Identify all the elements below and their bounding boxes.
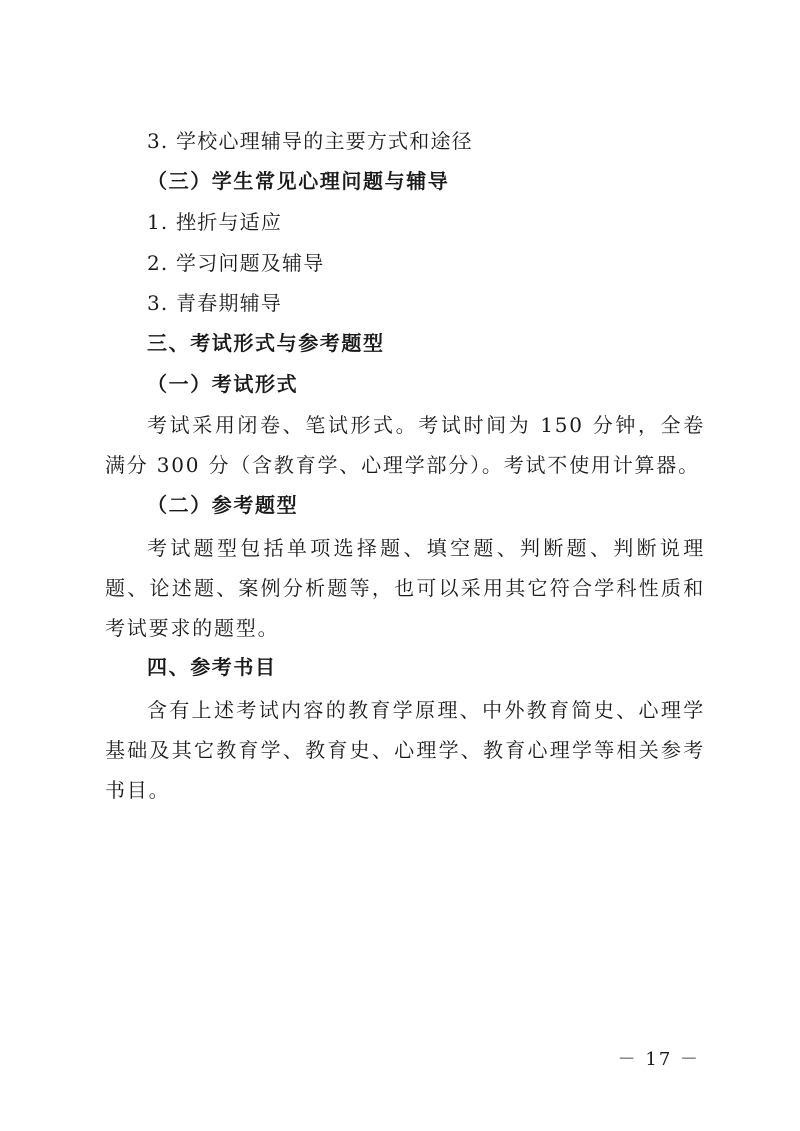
subsection-heading-question-types: （二）参考题型: [147, 493, 299, 517]
references-paragraph: 含有上述考试内容的教育学原理、中外教育简史、心理学基础及其它教育学、教育史、心理学、教育心理学等相关参考书目。: [105, 698, 705, 802]
list-item-frustration: 1. 挫折与适应: [147, 210, 283, 234]
section-heading-exam-form: 三、考试形式与参考题型: [147, 331, 385, 355]
section-heading-references: 四、参考书目: [147, 655, 277, 679]
page-number: － 17 －: [617, 1049, 700, 1070]
subsection-heading-exam-form: （一）考试形式: [147, 372, 299, 396]
list-item-learning-problems: 2. 学习问题及辅导: [147, 251, 325, 275]
question-types-paragraph: 考试题型包括单项选择题、填空题、判断题、判断说理题、论述题、案例分析题等，也可以采用其它符合学科性质和考试要求的题型。: [105, 536, 705, 640]
list-item-adolescence: 3. 青春期辅导: [147, 291, 283, 315]
list-item-counseling-methods: 3. 学校心理辅导的主要方式和途径: [147, 129, 473, 153]
exam-form-paragraph: 考试采用闭卷、笔试形式。考试时间为 150 分钟，全卷满分 300 分（含教育学、心理学部分）。考试不使用计算器。: [105, 413, 705, 477]
subsection-heading-common-problems: （三）学生常见心理问题与辅导: [147, 169, 450, 193]
